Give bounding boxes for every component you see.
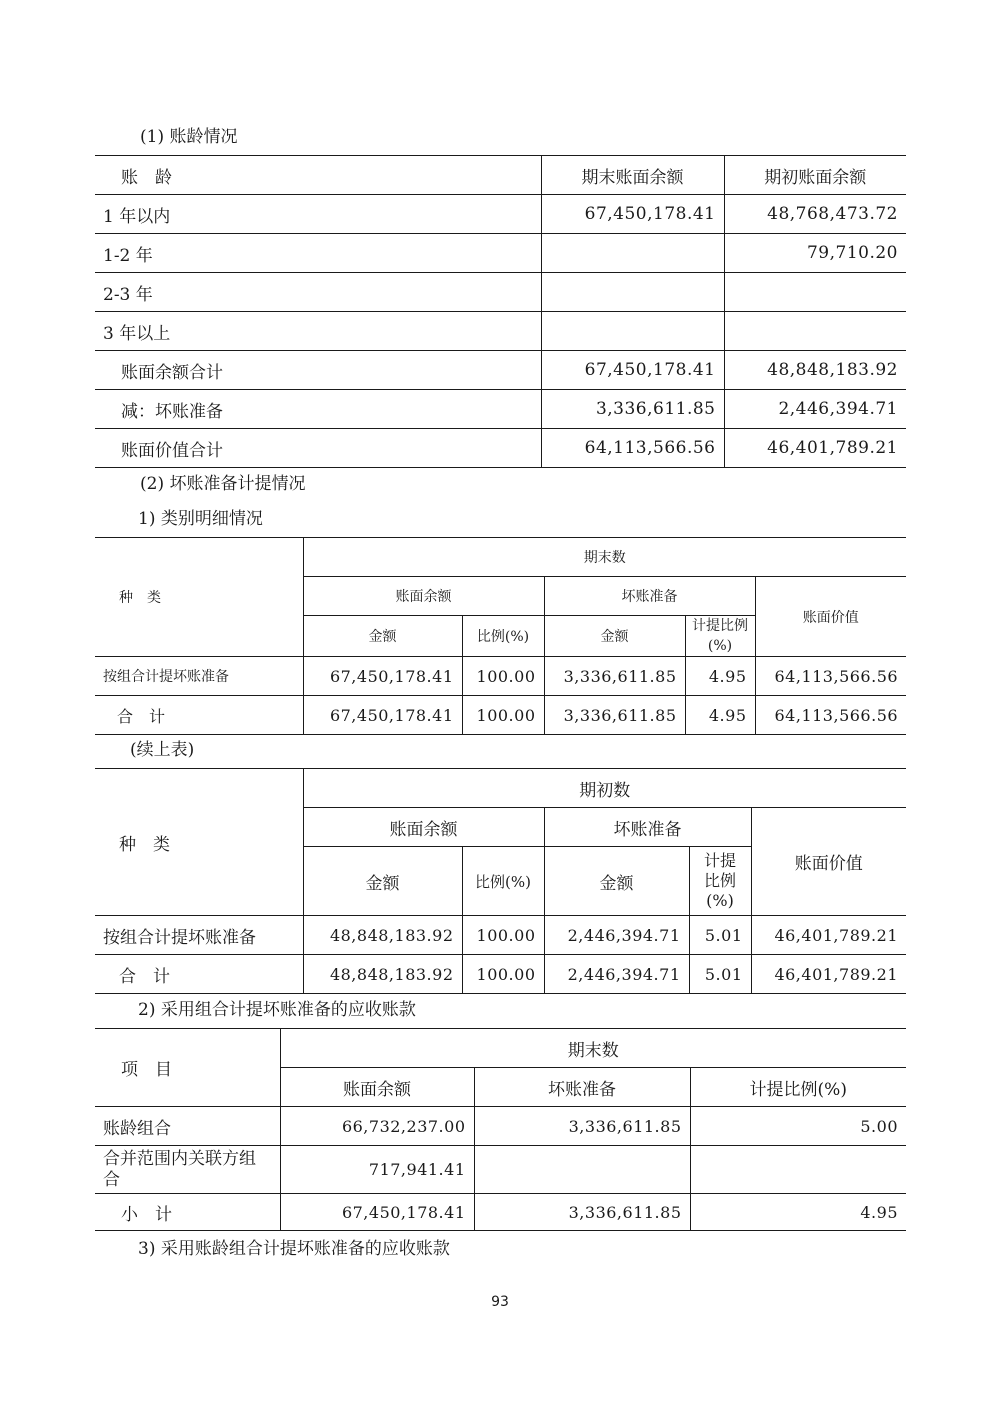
begin-value: 48,768,473.72 [724, 195, 906, 234]
ratio-header: 比例(%) [462, 616, 544, 657]
kind-header: 种 类 [95, 769, 303, 916]
category-end-table [95, 537, 906, 735]
row-label: 1-2 年 [95, 234, 541, 273]
period-header: 期末数 [303, 538, 906, 577]
row-label: 3 年以上 [95, 312, 541, 351]
row-label: 小 计 [95, 1194, 280, 1231]
aging-header-row [95, 156, 906, 195]
table-row [95, 390, 906, 429]
table-row [95, 1194, 906, 1231]
begin-value: 48,848,183.92 [724, 351, 906, 390]
book-value-header: 账面价值 [751, 808, 906, 916]
book-value-header: 账面价值 [755, 577, 906, 657]
rate-header: 计提比例(%) [690, 1068, 906, 1107]
rate-cell: 5.01 [689, 955, 751, 994]
end-value: 64,113,566.56 [541, 429, 724, 468]
begin-value: 46,401,789.21 [724, 429, 906, 468]
ratio-cell: 100.00 [462, 955, 544, 994]
provision-cell [474, 1146, 690, 1194]
table-row [95, 234, 906, 273]
row-label: 1 年以内 [95, 195, 541, 234]
book-value-cell: 64,113,566.56 [755, 657, 906, 696]
row-label: 合 计 [95, 696, 303, 735]
table-row [95, 696, 906, 735]
table-row [95, 955, 906, 994]
balance-header: 账面余额 [303, 577, 544, 616]
amount-cell: 67,450,178.41 [303, 696, 462, 735]
rate-cell: 5.00 [690, 1107, 906, 1146]
book-value-cell: 46,401,789.21 [751, 955, 906, 994]
provision-rate-header: 计提比例(%) [685, 616, 755, 657]
book-value-cell: 46,401,789.21 [751, 916, 906, 955]
rate-cell [690, 1146, 906, 1194]
row-label: 2-3 年 [95, 273, 541, 312]
ratio-cell: 100.00 [462, 696, 544, 735]
balance-header: 账面余额 [303, 808, 544, 847]
ratio-cell: 100.00 [462, 916, 544, 955]
row-label: 账龄组合 [95, 1107, 280, 1146]
subsection-1-caption: 1) 类别明细情况 [138, 509, 263, 529]
table-row [95, 916, 906, 955]
end-value: 3,336,611.85 [541, 390, 724, 429]
provision-cell: 2,446,394.71 [544, 955, 689, 994]
kind-header: 种 类 [95, 538, 303, 657]
provision-header: 坏账准备 [544, 577, 755, 616]
table-row [95, 195, 906, 234]
aging-header-begin: 期初账面余额 [724, 156, 906, 195]
subsection-2-caption: 2) 采用组合计提坏账准备的应收账款 [138, 1000, 416, 1020]
row-label: 减：坏账准备 [95, 390, 541, 429]
end-value [541, 312, 724, 351]
provision-header: 坏账准备 [474, 1068, 690, 1107]
table-row [95, 429, 906, 468]
provision-rate-header: 计提比例(%) [689, 847, 751, 916]
row-label: 合 计 [95, 955, 303, 994]
balance-cell: 66,732,237.00 [280, 1107, 474, 1146]
portfolio-table [95, 1028, 906, 1231]
provision-amount-header: 金额 [544, 847, 689, 916]
page-number: 93 [491, 1294, 509, 1310]
balance-cell: 717,941.41 [280, 1146, 474, 1194]
begin-value: 79,710.20 [724, 234, 906, 273]
aging-header-end: 期末账面余额 [541, 156, 724, 195]
end-value: 67,450,178.41 [541, 351, 724, 390]
provision-amount-header: 金额 [544, 616, 685, 657]
amount-cell: 67,450,178.41 [303, 657, 462, 696]
end-value [541, 234, 724, 273]
row-label: 按组合计提坏账准备 [95, 657, 303, 696]
table-row [95, 312, 906, 351]
book-value-cell: 64,113,566.56 [755, 696, 906, 735]
begin-value [724, 312, 906, 351]
row-label: 账面余额合计 [95, 351, 541, 390]
provision-cell: 3,336,611.85 [474, 1194, 690, 1231]
period-header: 期初数 [303, 769, 906, 808]
row-label: 合并范围内关联方组合 [95, 1146, 280, 1194]
table-row [95, 273, 906, 312]
end-value [541, 273, 724, 312]
ratio-header: 比例(%) [462, 847, 544, 916]
provision-cell: 3,336,611.85 [544, 696, 685, 735]
item-header: 项 目 [95, 1029, 280, 1107]
rate-cell: 4.95 [685, 696, 755, 735]
row-label: 按组合计提坏账准备 [95, 916, 303, 955]
section-2-caption: (2) 坏账准备计提情况 [140, 474, 306, 494]
aging-header-age: 账 龄 [95, 156, 541, 195]
balance-header: 账面余额 [280, 1068, 474, 1107]
continued-caption: (续上表) [130, 740, 195, 760]
provision-header: 坏账准备 [544, 808, 751, 847]
aging-table [95, 155, 906, 468]
provision-cell: 2,446,394.71 [544, 916, 689, 955]
period-header: 期末数 [280, 1029, 906, 1068]
amount-cell: 48,848,183.92 [303, 916, 462, 955]
section-1-caption: (1) 账龄情况 [140, 127, 238, 147]
table-row [95, 1146, 906, 1194]
rate-cell: 5.01 [689, 916, 751, 955]
amount-header: 金额 [303, 847, 462, 916]
ratio-cell: 100.00 [462, 657, 544, 696]
rate-cell: 4.95 [690, 1194, 906, 1231]
category-begin-table [95, 768, 906, 994]
balance-cell: 67,450,178.41 [280, 1194, 474, 1231]
table-row [95, 351, 906, 390]
subsection-3-caption: 3) 采用账龄组合计提坏账准备的应收账款 [138, 1239, 450, 1259]
table-row [95, 1107, 906, 1146]
begin-value [724, 273, 906, 312]
table-row [95, 657, 906, 696]
end-value: 67,450,178.41 [541, 195, 724, 234]
row-label: 账面价值合计 [95, 429, 541, 468]
provision-cell: 3,336,611.85 [474, 1107, 690, 1146]
amount-cell: 48,848,183.92 [303, 955, 462, 994]
amount-header: 金额 [303, 616, 462, 657]
rate-cell: 4.95 [685, 657, 755, 696]
begin-value: 2,446,394.71 [724, 390, 906, 429]
provision-cell: 3,336,611.85 [544, 657, 685, 696]
